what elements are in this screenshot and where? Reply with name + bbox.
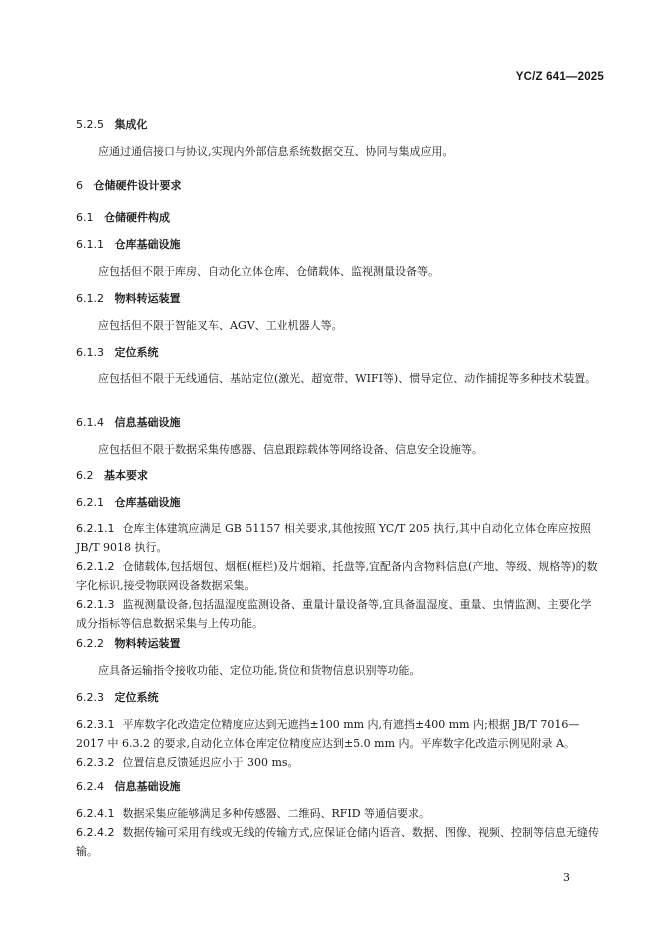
paragraph: 应包括但不限于无线通信、基站定位(激光、超宽带、WIFI等)、惯导定位、动作捕捉等多种技术装置。 bbox=[98, 372, 597, 385]
section-heading: 6.1 仓储硬件构成 bbox=[76, 211, 170, 224]
document-code: YC/Z 641—2025 bbox=[515, 71, 604, 83]
section-heading: 5.2.5 集成化 bbox=[76, 118, 148, 131]
clause-paragraph: 6.2.1.3 监视测量设备,包括温湿度监测设备、重量计量设备等,宜具备温湿度、重量、虫情监测、主要化学成分指标等信息数据采集与上传功能。 bbox=[76, 598, 592, 630]
clause-paragraph: 6.2.3.1 平库数字化改造定位精度应达到无遮挡±100 mm 内,有遮挡±400 mm 内;根据 JB/T 7016—2017 中 6.3.2 的要求,自动化立体仓库定位精度应达到±5.0 mm 内。平库数字化改造示例见附录 A。 bbox=[76, 718, 580, 750]
subsection-heading: 6.1.2 物料转运装置 bbox=[76, 292, 181, 305]
paragraph: 应具备运输指令接收功能、定位功能,货位和货物信息识别等功能。 bbox=[98, 664, 421, 677]
paragraph: 应包括但不限于库房、自动化立体仓库、仓储载体、监视测量设备等。 bbox=[98, 265, 439, 278]
subsection-heading: 6.1.1 仓库基础设施 bbox=[76, 238, 181, 251]
paragraph: 应通过通信接口与协议,实现内外部信息系统数据交互、协同与集成应用。 bbox=[98, 145, 454, 158]
page-number: 3 bbox=[563, 871, 570, 884]
subsection-heading: 6.2.3 定位系统 bbox=[76, 691, 159, 704]
subsection-heading: 6.2.1 仓库基础设施 bbox=[76, 496, 181, 509]
section-heading: 6.2 基本要求 bbox=[76, 469, 148, 482]
clause-paragraph: 6.2.4.1 数据采集应能够满足多种传感器、二维码、RFID 等通信要求。 bbox=[76, 807, 431, 820]
chapter-heading: 6 仓储硬件设计要求 bbox=[76, 179, 182, 192]
clause-paragraph: 6.2.1.1 仓库主体建筑应满足 GB 51157 相关要求,其他按照 YC/T 205 执行,其中自动化立体仓库应按照 JB/T 9018 执行。 bbox=[76, 522, 591, 554]
subsection-heading: 6.1.4 信息基础设施 bbox=[76, 416, 181, 429]
paragraph: 应包括但不限于数据采集传感器、信息跟踪载体等网络设备、信息安全设施等。 bbox=[98, 443, 483, 456]
paragraph: 应包括但不限于智能叉车、AGV、工业机器人等。 bbox=[98, 319, 343, 332]
subsection-heading: 6.1.3 定位系统 bbox=[76, 346, 159, 359]
subsection-heading: 6.2.4 信息基础设施 bbox=[76, 780, 181, 793]
clause-paragraph: 6.2.3.2 位置信息反馈延迟应小于 300 ms。 bbox=[76, 756, 299, 769]
clause-paragraph: 6.2.1.2 仓储载体,包括烟包、烟框(框栏)及片烟箱、托盘等,宜配备内含物料信息(产地、等级、规格等)的数字化标识,接受物联网设备数据采集。 bbox=[76, 560, 598, 592]
clause-paragraph: 6.2.4.2 数据传输可采用有线或无线的传输方式,应保证仓储内语音、数据、图像、视频、控制等信息无缝传输。 bbox=[76, 826, 599, 858]
subsection-heading: 6.2.2 物料转运装置 bbox=[76, 637, 181, 650]
